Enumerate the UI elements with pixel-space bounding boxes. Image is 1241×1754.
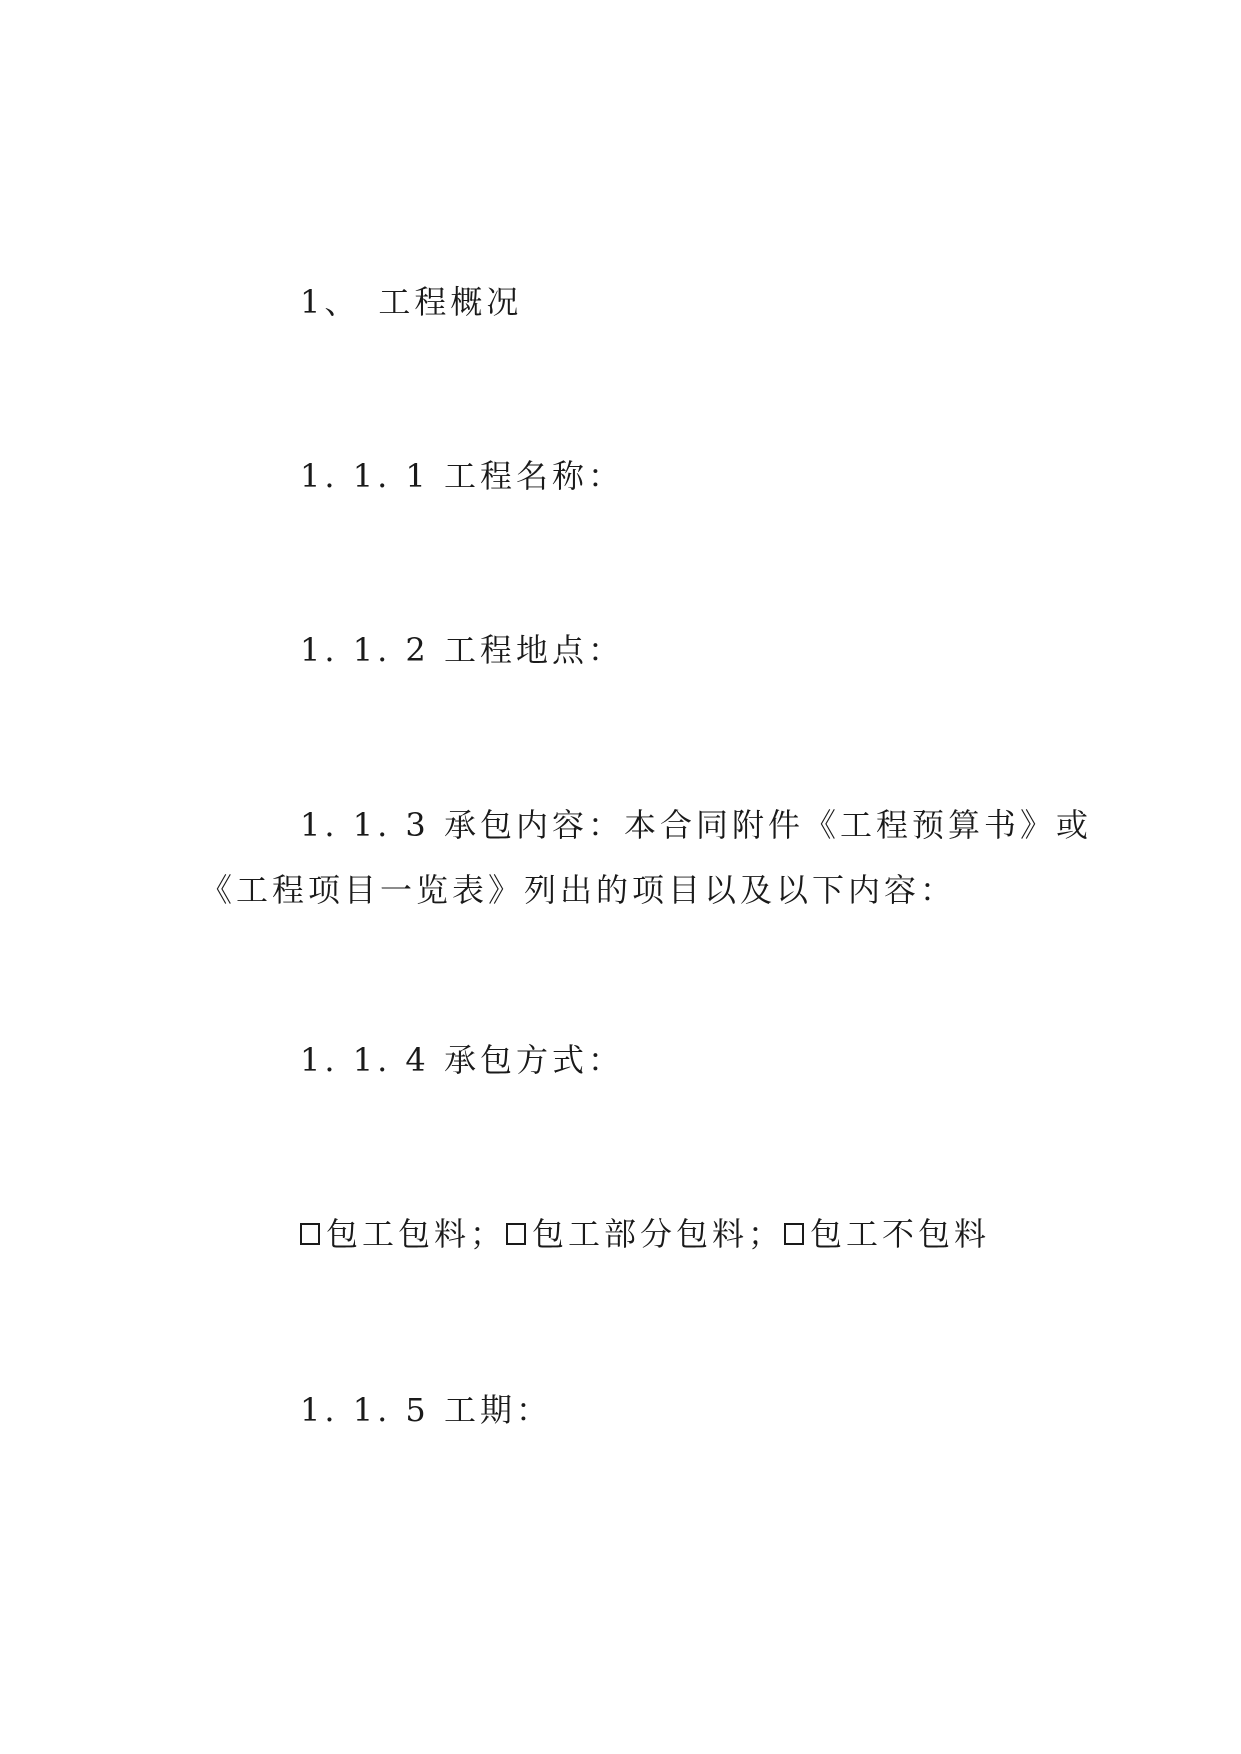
item-contract-method (300, 1040, 624, 1080)
item-number: 1. 1. 4 (300, 1041, 430, 1079)
item-duration (300, 1390, 552, 1430)
item-label: 工程名称： (443, 457, 624, 495)
item-number: 1. 1. 5 (300, 1391, 430, 1429)
checkbox-labor-partial-materials[interactable] (506, 1223, 526, 1245)
item-label: 承包方式： (443, 1041, 624, 1079)
item-project-name (300, 456, 624, 496)
section-heading (300, 282, 522, 322)
item-text: 《工程项目一览表》列出的项目以及以下内容： (200, 871, 957, 909)
item-project-location (300, 630, 624, 670)
item-contract-scope (300, 805, 1092, 845)
item-label: 工期： (443, 1391, 552, 1429)
item-contract-scope-continued (200, 870, 956, 910)
item-number: 1. 1. 2 (300, 631, 430, 669)
item-label: 工程地点： (443, 631, 624, 669)
option-label: 包工包料； (326, 1215, 507, 1253)
checkbox-labor-only[interactable] (784, 1223, 804, 1245)
option-label: 包工部分包料； (532, 1215, 785, 1253)
item-number: 1. 1. 1 (300, 457, 430, 495)
checkbox-labor-and-materials[interactable] (300, 1223, 320, 1245)
option-label: 包工不包料 (810, 1215, 991, 1253)
method-options-row (300, 1214, 990, 1254)
item-number: 1. 1. 3 (300, 806, 430, 844)
item-text: 承包内容：本合同附件《工程预算书》或 (443, 806, 1092, 844)
section-heading-number: 1、 (300, 283, 361, 321)
section-heading-title: 工程概况 (378, 283, 523, 321)
